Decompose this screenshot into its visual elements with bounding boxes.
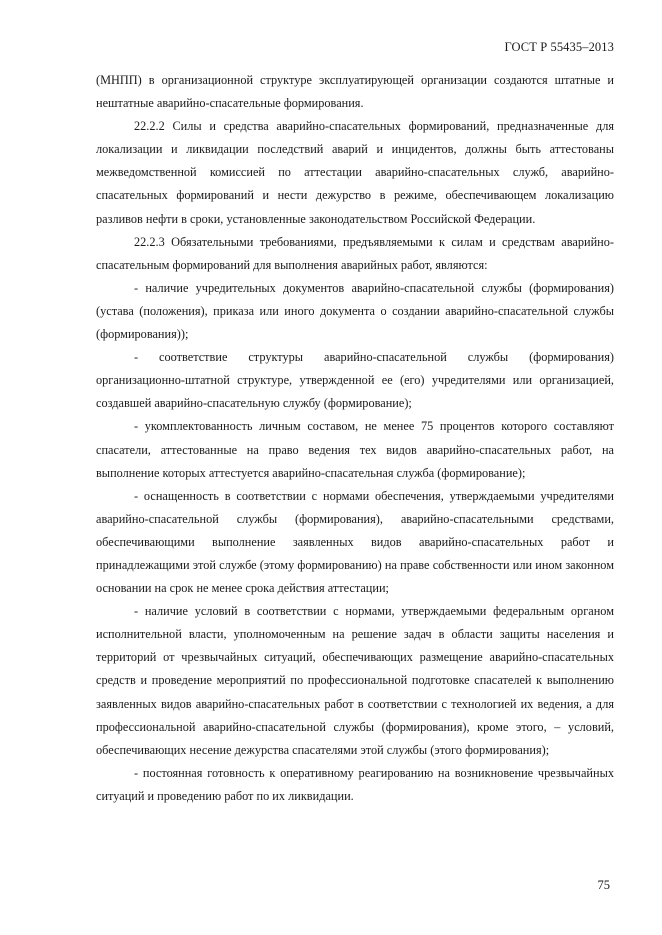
list-item-founding-documents: - наличие учредительных документов аварийно-спасательной службы (формирования) (устава (положения), приказа или иного документа о создании аварийно-спасательной службы (формирования)); (96, 280, 614, 342)
page-number: 75 (597, 878, 610, 892)
paragraph-22-2-3: 22.2.3 Обязательными требованиями, предъявляемыми к силам и средствам аварийно-спасательным формирований для выполнения аварийных работ, являются: (96, 234, 614, 272)
document-body (96, 69, 614, 808)
paragraph-continuation: (МНПП) в организационной структуре эксплуатирующей организации создаются штатные и нештатные аварийно-спасательные формирования. (96, 73, 614, 111)
list-item-conditions: - наличие условий в соответствии с нормами, утверждаемыми федеральным органом исполнительной власти, уполномоченным на решение задач в области защиты населения и территорий от чрезвычайных ситуаций, обеспечивающих размещение аварийно-спасательных средств и проведение мероприятий по профессиональной подготовке спасателей к выполнению заявленных видов аварийно-спасательных работ в соответствии с технологией их ведения, а для профессиональной аварийно-спасательной службы (формирования), кроме этого, – условий, обеспечивающих несение дежурства спасателями этой службы (этого формирования); (96, 604, 614, 757)
list-item-structure-compliance: - соответствие структуры аварийно-спасательной службы (формирования) организационно-штатной структуре, утвержденной ее (его) учредителями или организацией, создавшей аварийно-спасательную службу (формирование); (96, 350, 614, 411)
list-item-staffing: - укомплектованность личным составом, не менее 75 процентов которого составляют спасатели, аттестованные на право ведения тех видов аварийно-спасательных работ, на выполнение которых аттестуется аварийно-спасательная служба (формирование); (96, 419, 614, 480)
list-item-equipment: - оснащенность в соответствии с нормами обеспечения, утверждаемыми учредителями аварийно-спасательной службы (формирования), аварийно-спасательными средствами, обеспечивающими выполнение заявленных видов аварийно-спасательных работ и принадлежащими этой службе (этому формированию) на праве собственности или ином законном основании на срок не менее срока действия аттестации; (96, 488, 614, 596)
list-item-readiness: - постоянная готовность к оперативному реагированию на возникновение чрезвычайных ситуаций и проведению работ по их ликвидации. (96, 765, 614, 803)
document-header: ГОСТ Р 55435–2013 (504, 40, 614, 54)
paragraph-22-2-2: 22.2.2 Силы и средства аварийно-спасательных формирований, предназначенные для локализации и ликвидации последствий аварий и инцидентов, должны быть аттестованы межведомственной комиссией по аттестации аварийно-спасательных служб, аварийно-спасательных формирований и нести дежурство в режиме, обеспечивающем локализацию разливов нефти в сроки, установленные законодательством Российской Федерации. (96, 119, 614, 226)
